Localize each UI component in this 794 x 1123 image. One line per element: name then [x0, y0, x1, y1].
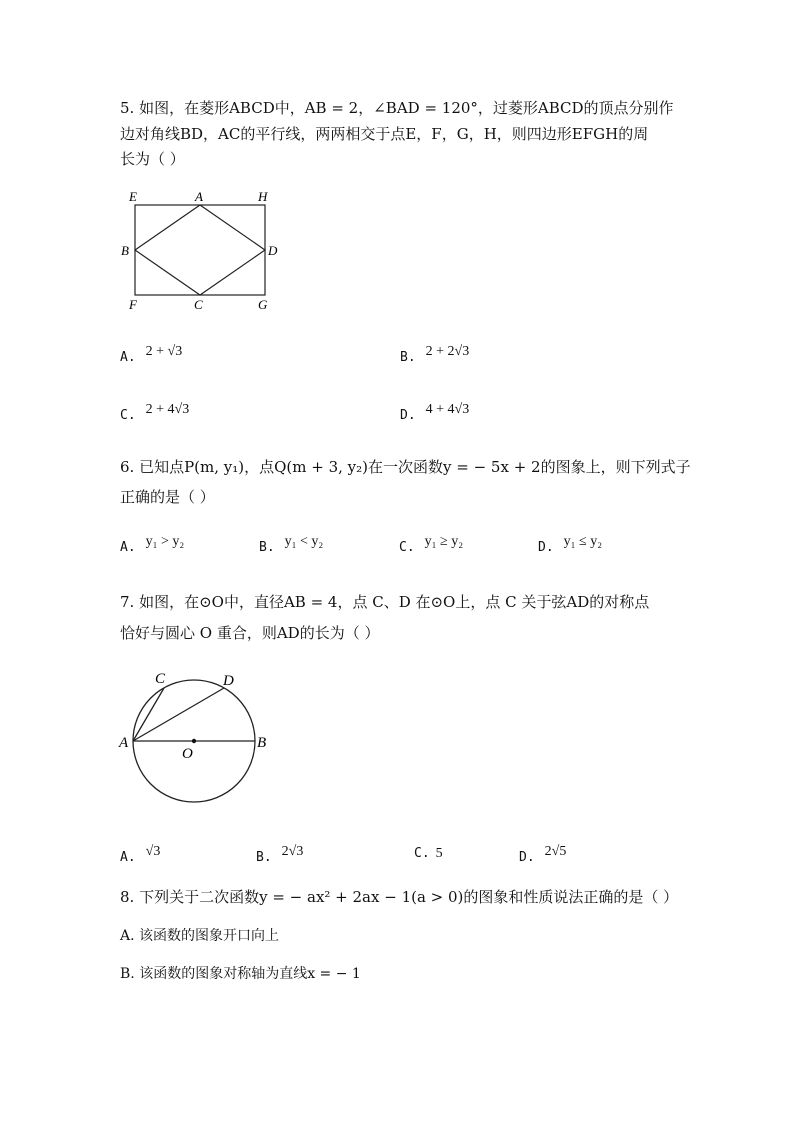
q5-text-line-3: 长为（ ） — [120, 150, 185, 168]
q7-text-line-1: 7. 如图，在⊙O中，直径AB = 4，点 C、D 在⊙O上，点 C 关于弦AD的对称点 — [120, 593, 650, 611]
label-c: C — [194, 297, 203, 310]
q7-option-a[interactable]: A. √3 — [120, 844, 161, 865]
chord-ac — [133, 688, 164, 741]
q7-option-d[interactable]: D. 2√5 — [519, 844, 567, 865]
label-d: D — [268, 243, 278, 258]
q6-option-a[interactable]: A. y₁ > y₂ — [120, 534, 185, 555]
q7-option-c[interactable]: C. 5 — [414, 846, 443, 861]
label-d: D — [223, 673, 234, 689]
q7-option-b[interactable]: B. 2√3 — [256, 844, 304, 865]
q5-rhombus-figure — [110, 185, 290, 310]
label-h: H — [258, 189, 268, 204]
q6-option-d[interactable]: D. y₁ ≤ y₂ — [538, 534, 603, 555]
q5-text-line-2: 边对角线BD，AC的平行线，两两相交于点E，F，G，H，则四边形EFGH的周 — [120, 125, 649, 143]
q6-text-line-1: 6. 已知点P(m, y₁)，点Q(m + 3, y₂)在一次函数y = − 5x + 2的图象上，则下列式子 — [120, 458, 691, 476]
label-b: B — [257, 735, 267, 751]
q7-text-line-2: 恰好与圆心 O 重合，则AD的长为（ ） — [120, 624, 380, 642]
label-c: C — [155, 671, 166, 687]
q5-option-c[interactable]: C. 2 + 4√3 — [120, 402, 190, 423]
q5-option-b[interactable]: B. 2 + 2√3 — [400, 344, 470, 365]
q8-option-a[interactable]: A. 该函数的图象开口向上 — [120, 928, 280, 944]
q8-text-line-1: 8. 下列关于二次函数y = − ax² + 2ax − 1(a > 0)的图象和性质说法正确的是（ ） — [120, 888, 679, 906]
q7-circle-figure — [112, 665, 282, 810]
center-point-o — [192, 739, 196, 743]
q8-option-b[interactable]: B. 该函数的图象对称轴为直线x = − 1 — [120, 966, 361, 982]
label-o: O — [182, 746, 193, 762]
rhombus-abcd — [135, 205, 265, 295]
label-b: B — [121, 243, 129, 258]
q6-option-c[interactable]: C. y₁ ≥ y₂ — [399, 534, 464, 555]
label-g: G — [258, 297, 268, 310]
q5-option-a[interactable]: A. 2 + √3 — [120, 344, 183, 365]
label-a: A — [195, 189, 203, 204]
q5-text-line-1: 5. 如图，在菱形ABCD中，AB = 2，∠BAD = 120°，过菱形ABCD的顶点分别作 — [120, 99, 674, 117]
rectangle-efgh — [135, 205, 265, 295]
label-e: E — [129, 189, 137, 204]
q5-option-d[interactable]: D. 4 + 4√3 — [400, 402, 470, 423]
label-f: F — [129, 297, 137, 310]
label-a: A — [119, 735, 129, 751]
q6-text-line-2: 正确的是（ ） — [120, 488, 215, 506]
chord-ad — [133, 688, 224, 741]
q6-option-b[interactable]: B. y₁ < y₂ — [259, 534, 324, 555]
